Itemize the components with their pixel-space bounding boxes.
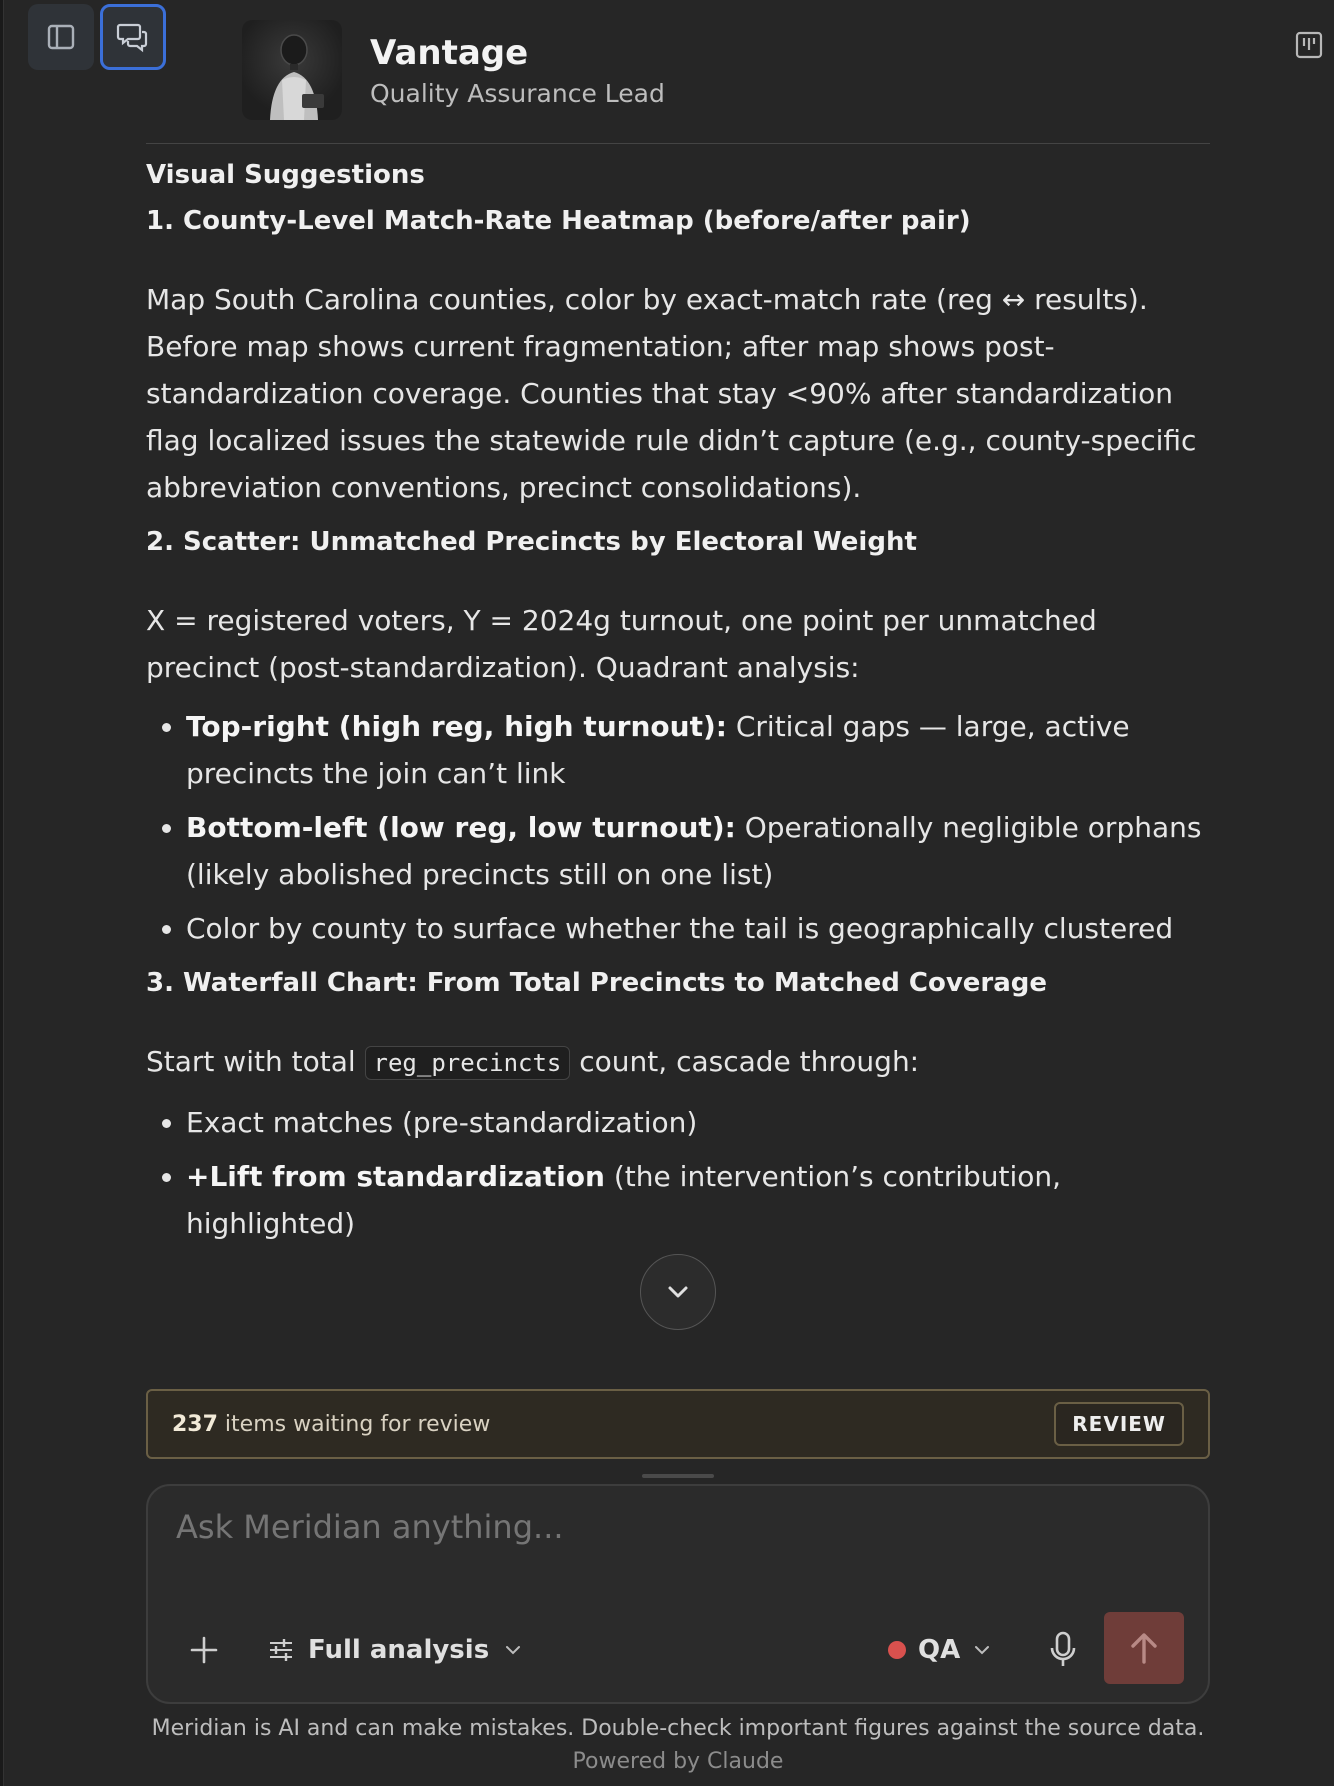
chat-bubbles-icon (116, 20, 150, 54)
add-attachment-button[interactable] (184, 1630, 224, 1670)
panel-toggle-button[interactable] (1292, 28, 1326, 62)
plus-icon (189, 1635, 219, 1665)
disclaimer-text: Meridian is AI and can make mistakes. Double-check important figures against the source data. (151, 1716, 1205, 1741)
status-dot-icon (888, 1641, 906, 1659)
review-text: items waiting for review (217, 1411, 491, 1437)
microphone-button[interactable] (1038, 1624, 1088, 1676)
avatar (242, 20, 342, 120)
agent-header (242, 18, 665, 122)
robot-avatar-icon (242, 20, 342, 120)
persona-label: QA (918, 1635, 961, 1665)
toggle-sidebar-button[interactable] (28, 4, 94, 70)
chevron-down-icon (972, 1640, 992, 1660)
list-item-text: Exact matches (pre-standardization) (186, 1106, 698, 1139)
arrow-up-icon (1126, 1630, 1162, 1666)
sidebar-icon (46, 22, 76, 52)
list-item-text: Critical gaps — large, active precincts the join can’t link (186, 710, 1130, 790)
suggestion-title-1: 1. County-Level Match-Rate Heatmap (before/after pair) (146, 206, 971, 236)
review-count: 237 (172, 1411, 218, 1437)
left-edge (0, 0, 4, 1786)
list-item-text: (the intervention’s contribution, highlighted) (186, 1160, 1062, 1240)
suggestion-paragraph-2: X = registered voters, Y = 2024g turnout, one point per unmatched precinct (post-standardization). Quadrant analysis: (146, 604, 1097, 684)
composer-toolbar (148, 1616, 1208, 1688)
microphone-icon (1048, 1630, 1078, 1670)
paragraph-text: Start with total (146, 1045, 365, 1078)
scroll-to-bottom-button[interactable] (640, 1254, 716, 1330)
powered-by-text: Powered by Claude (572, 1749, 784, 1774)
composer (146, 1484, 1210, 1704)
agent-role: Quality Assurance Lead (370, 78, 665, 108)
list-item-bold: +Lift from standardization (186, 1160, 605, 1193)
suggestion-paragraph-3 (146, 1038, 1210, 1087)
message-input[interactable] (176, 1508, 1176, 1546)
agent-name: Vantage (370, 32, 529, 73)
list-item (186, 703, 1210, 797)
chevron-down-icon (503, 1640, 523, 1660)
bullet-list-2 (146, 703, 1210, 952)
send-button[interactable] (1104, 1612, 1184, 1684)
inline-code: reg_precincts (365, 1046, 571, 1080)
suggestion-paragraph-1: Map South Carolina counties, color by exact-match rate (reg ↔ results). Before map shows current fragmentation; after map shows post-standardization coverage. Counties that stay <90% after standardization flag localized issues the statewide rule didn’t capture (e.g., county-specific abbreviation conventions, precinct consolidations). (146, 283, 1197, 504)
analysis-mode-dropdown[interactable] (268, 1626, 523, 1674)
review-banner (146, 1389, 1210, 1459)
resize-handle[interactable] (642, 1474, 714, 1478)
list-item-bold: Top-right (high reg, high turnout): (186, 710, 727, 743)
review-message (172, 1412, 490, 1437)
chats-button[interactable] (100, 4, 166, 70)
suggestion-title-3: 3. Waterfall Chart: From Total Precincts to Matched Coverage (146, 968, 1048, 998)
persona-dropdown[interactable] (888, 1626, 992, 1674)
list-item-bold: Bottom-left (low reg, low turnout): (186, 811, 736, 844)
list-item-text: Color by county to surface whether the tail is geographically clustered (186, 912, 1174, 945)
list-item (186, 1099, 1210, 1146)
suggestion-title-2: 2. Scatter: Unmatched Precincts by Electoral Weight (146, 527, 917, 557)
section-heading: Visual Suggestions (146, 160, 425, 190)
mode-label: Full analysis (308, 1635, 490, 1665)
chevron-down-icon (664, 1278, 692, 1306)
list-item (186, 804, 1210, 898)
bullet-list-3 (146, 1099, 1210, 1247)
review-button[interactable]: REVIEW (1054, 1402, 1184, 1446)
list-item (186, 905, 1210, 952)
sliders-icon (268, 1637, 294, 1663)
list-item (186, 1153, 1210, 1247)
paragraph-text: count, cascade through: (570, 1045, 920, 1078)
header-divider (146, 143, 1210, 144)
kanban-icon (1294, 30, 1324, 60)
list-item-text: Operationally negligible orphans (likely abolished precincts still on one list) (186, 811, 1202, 891)
message-content (146, 160, 1210, 1370)
